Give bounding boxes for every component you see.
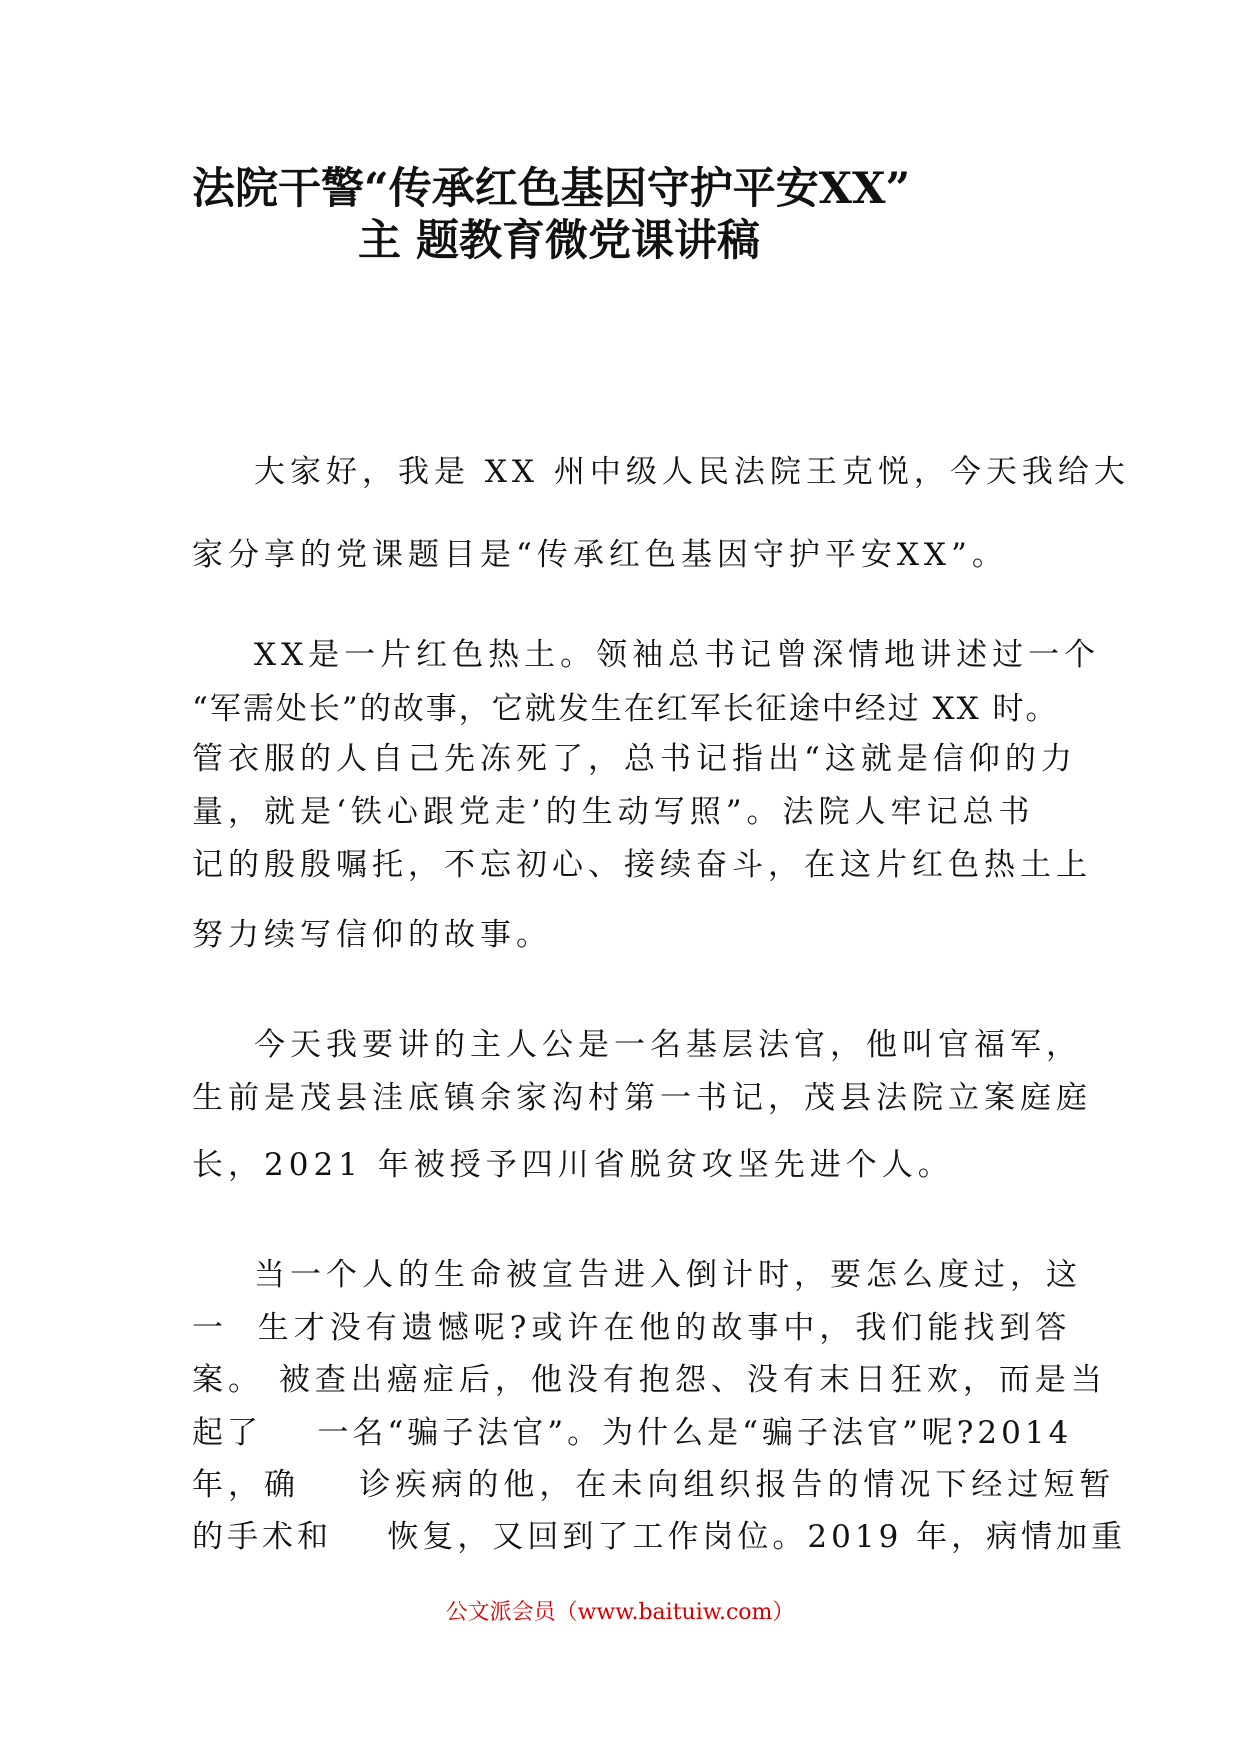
- paragraph-line: 今天我要讲的主人公是一名基层法官，他叫官福军，: [254, 1027, 1082, 1063]
- document-title-line-2: 主 题教育微党课讲稿: [358, 216, 760, 266]
- paragraph-line: 努力续写信仰的故事。: [192, 917, 552, 953]
- paragraph-line: 一 生才没有遗憾呢?或许在他的故事中，我们能找到答: [192, 1310, 1072, 1346]
- footer-watermark-text: 公文派会员（www.baituiw.com）: [445, 1600, 795, 1625]
- paragraph-line: 管衣服的人自己先冻死了，总书记指出“这就是信仰的力: [192, 741, 1077, 777]
- paragraph-line: 量，就是‘铁心跟党走’的生动写照”。法院人牢记总书: [192, 794, 1035, 830]
- paragraph-line: 的手术和 恢复，又回到了工作岗位。2019 年，病情加重: [192, 1519, 1127, 1555]
- paragraph-line: 大家好，我是 XX 州中级人民法院王克悦，今天我给大: [254, 454, 1130, 490]
- paragraph-line: 案。 被查出癌症后，他没有抱怨、没有末日狂欢，而是当: [192, 1362, 1107, 1398]
- paragraph-line: XX是一片红色热土。领袖总书记曾深情地讲述过一个: [254, 637, 1101, 673]
- paragraph-line: 年，确 诊疾病的他，在未向组织报告的情况下经过短暂: [192, 1467, 1116, 1503]
- paragraph-line: 记的殷殷嘱托，不忘初心、接续奋斗，在这片红色热土上: [192, 847, 1092, 883]
- paragraph-line: “军需处长”的故事，它就发生在红军长征途中经过 XX 时。: [192, 691, 1059, 727]
- paragraph-line: 家分享的党课题目是“传承红色基因守护平安XX”。: [192, 537, 1008, 573]
- paragraph-line: 长，2021 年被授予四川省脱贫攻坚先进个人。: [192, 1147, 954, 1183]
- paragraph-line: 起了 一名“骗子法官”。为什么是“骗子法官”呢?2014: [192, 1415, 1073, 1451]
- document-title-line-1: 法院干警“传承红色基因守护平安XX”: [192, 164, 911, 214]
- paragraph-line: 生前是茂县洼底镇余家沟村第一书记，茂县法院立案庭庭: [192, 1080, 1092, 1116]
- paragraph-line: 当一个人的生命被宣告进入倒计时，要怎么度过，这: [254, 1257, 1082, 1293]
